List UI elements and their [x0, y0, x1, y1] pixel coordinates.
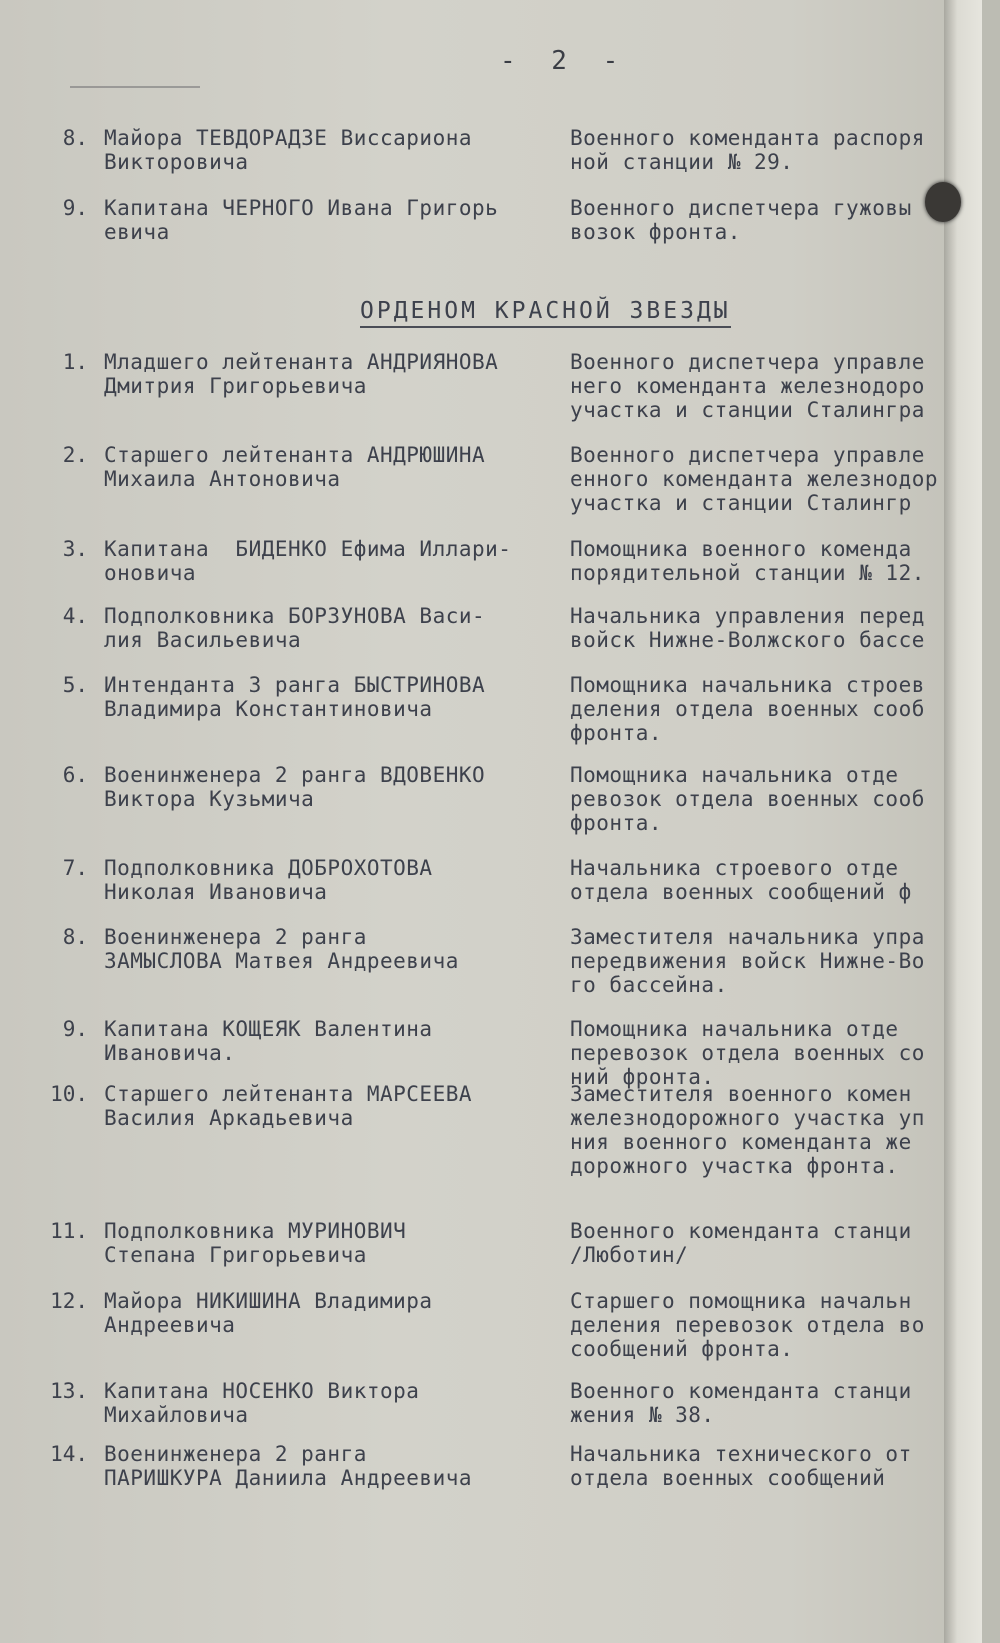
recipient-position: Помощника начальника отде перевозок отдела военных со ний фронта.: [570, 1017, 925, 1089]
recipient-name: Военинженера 2 ранга ПАРИШКУРА Даниила Андреевича: [104, 1442, 473, 1490]
recipient-name: Подполковника МУРИНОВИЧ Степана Григорьевича: [104, 1219, 407, 1267]
recipient-position: Военного коменданта станци /Люботин/: [570, 1219, 912, 1267]
recipient-name: Подполковника ДОБРОХОТОВА Николая Ивановича: [104, 856, 433, 904]
recipient-name: Военинженера 2 ранга ВДОВЕНКО Виктора Кузьмича: [104, 763, 486, 811]
recipient-position: Военного диспетчера гужовы возок фронта.: [570, 196, 912, 244]
entry-number: 2.: [62, 443, 88, 467]
entry-number: 12.: [50, 1289, 88, 1313]
recipient-name: Капитана КОЩЕЯК Валентина Ивановича.: [104, 1017, 433, 1065]
entry-number: 8.: [62, 925, 88, 949]
entry-number: 1.: [62, 350, 88, 374]
entry-number: 8.: [62, 126, 88, 150]
recipient-name: Капитана ЧЕРНОГО Ивана Григорь евича: [104, 196, 499, 244]
recipient-name: Интенданта 3 ранга БЫСТРИНОВА Владимира Константиновича: [104, 673, 486, 721]
recipient-position: Заместителя военного комен железнодорожного участка уп ния военного коменданта же дорожного участка фронта.: [570, 1082, 925, 1178]
recipient-position: Военного коменданта станци жения № 38.: [570, 1379, 912, 1427]
recipient-position: Военного диспетчера управле него коменданта железнодоро участка и станции Сталингра: [570, 350, 925, 422]
entry-number: 4.: [62, 604, 88, 628]
recipient-name: Подполковника БОРЗУНОВА Васи- лия Васильевича: [104, 604, 486, 652]
recipient-position: Начальника управления перед войск Нижне-Волжского бассе: [570, 604, 925, 652]
recipient-name: Старшего лейтенанта МАРСЕЕВА Василия Аркадьевича: [104, 1082, 473, 1130]
recipient-name: Капитана БИДЕНКО Ефима Иллари- оновича: [104, 537, 512, 585]
recipient-name: Военинженера 2 ранга ЗАМЫСЛОВА Матвея Андреевича: [104, 925, 459, 973]
entry-number: 9.: [62, 1017, 88, 1041]
entry-number: 7.: [62, 856, 88, 880]
page-number: - 2 -: [500, 46, 629, 76]
entry-number: 13.: [50, 1379, 88, 1403]
page-edge: [944, 0, 982, 1643]
entry-number: 9.: [62, 196, 88, 220]
recipient-position: Начальника технического от отдела военных сообщений: [570, 1442, 912, 1490]
recipient-position: Помощника начальника отде ревозок отдела военных сооб фронта.: [570, 763, 925, 835]
entry-number: 3.: [62, 537, 88, 561]
recipient-name: Майора НИКИШИНА Владимира Андреевича: [104, 1289, 433, 1337]
entry-number: 14.: [50, 1442, 88, 1466]
entry-number: 6.: [62, 763, 88, 787]
entry-number: 5.: [62, 673, 88, 697]
recipient-position: Помощника военного коменда порядительной станции № 12.: [570, 537, 925, 585]
recipient-name: Старшего лейтенанта АНДРЮШИНА Михаила Антоновича: [104, 443, 486, 491]
recipient-position: Заместителя начальника упра передвижения войск Нижне-Во го бассейна.: [570, 925, 925, 997]
recipient-name: Капитана НОСЕНКО Виктора Михайловича: [104, 1379, 420, 1427]
recipient-name: Младшего лейтенанта АНДРИЯНОВА Дмитрия Григорьевича: [104, 350, 499, 398]
binding-hole: [925, 182, 961, 222]
section-heading: ОРДЕНОМ КРАСНОЙ ЗВЕЗДЫ: [360, 298, 731, 328]
recipient-name: Майора ТЕВДОРАДЗЕ Виссариона Викторовича: [104, 126, 473, 174]
entry-number: 10.: [50, 1082, 88, 1106]
recipient-position: Помощника начальника строев деления отдела военных сооб фронта.: [570, 673, 925, 745]
recipient-position: Начальника строевого отде отдела военных сообщений ф: [570, 856, 912, 904]
recipient-position: Старшего помощника начальн деления перевозок отдела во сообщений фронта.: [570, 1289, 925, 1361]
entry-number: 11.: [50, 1219, 88, 1243]
recipient-position: Военного диспетчера управле енного коменданта железнодор участка и станции Сталингр: [570, 443, 939, 515]
faded-stamp: [70, 74, 200, 88]
recipient-position: Военного коменданта распоря ной станции № 29.: [570, 126, 925, 174]
